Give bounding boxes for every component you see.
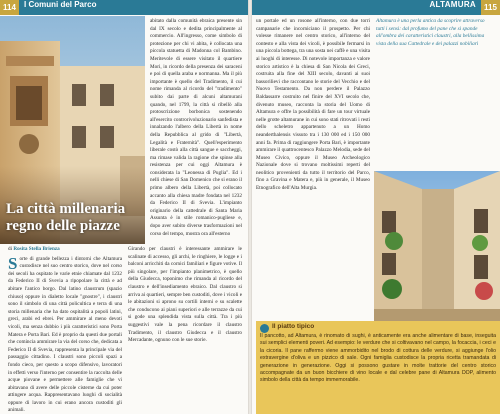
article-column-c: Girando per claustri è interessante ammirare le scalinate di accesso, gli archi, le ringhiere, le logge e i balconi arricchiti da cornici familiari e figure votive. Il più singolare, per l'impianto planimetrico, è quello della Giudecca, toponimo che rimanda al ricordo del claustro e dell'insediamento ebraico. Dal claustro si arriva ai quartieri, sempre ben custoditi, dove i vicoli e le abitazioni si aprono su cortili interni e su scalette che conducono ai piani superiori e alle terrazze da cui si gode una splendida vista sulla città. Tra i più suggestivi vale la pena ricordare il claustro Tradimento, il claustro Giudecca e il claustro Mercadante, ognuno con le sue storie. [128,246,242,344]
headline-line-1: La città millenaria [6,201,126,217]
piatto-tipico-box [256,321,500,414]
article-column-d: un portale ed un rosone all'interno, con due torri campanarie che incorniciano il prospetto. Per chi volesse rimanere nel centro storico, all'interno del contesto e alla vista dei vicoli, è possibile fermarsi in una piccola bottega, tra una sosta nei caffè e una visita ai luoghi di interesse. Di notevole importanza e valore storico artistico è la chiesa di San Nicola dei Greci, costruita alla fine del XIII secolo, davanti ai suoi bassorilievi che raccontano le storie del Vecchio e del Nuovo Testamento. Da non perdere il Palazzo Baldassarre costruito nel finire del XVI secolo che, divenuto museo, racconta la storia del Uomo di Altamura e offre la possibilità di fare un tour virtuale nelle grotte altamurane in cui sono stati ritrovati i resti dello scheletro appartenuto a un Homo neanderthalensis vissuto tra i 130 000 ed i 150 000 anni fa. Prima di raggiungere Porta Bari, è importante ammirare il quattrocentesco Palazzo Melodia, sede del Museo Civico, oppure il Museo Archeologico Nazionale dove si trovano moltissimi reperti del neolitico provenienti da tutto il territorio del Parco, fino a Gravina e Matera e, più in generale, il Museo Etnografico dell'Alta Murgia. [256,18,370,192]
right-page-number: 115 [481,0,500,15]
author-name: Rosita Stella Brienza [13,246,60,252]
street-balconies-photo [374,171,500,321]
right-section-title: ALTAMURA [429,0,476,9]
drop-cap: S [8,253,18,273]
right-page-header [252,0,500,15]
box-title: Il piatto tipico [272,323,315,330]
article-column-b [8,246,122,414]
food-icon [260,324,269,333]
article-column-b-text: orte di grande bellezza i dintorni che Altamura custodisce nel suo centro storico, dove nel corso dei secoli ha ospitato le varie etnie chiamate dal 1232 da Federico II di Svevia a ripopolare la città e ad abitare l'antico borgo. Dal latino claustrum (spazio chiuso) oppure in dialetto locale "gnostre", i claustri sono il simbolo di una città policultica e terra di una storia millenaria che ha dato ospitalità a popoli latini, greci, arabi ed ebrei. Per ammirare al meno devoti vicoli, ma senza dubbio i più caratteristici sono Porta Matera e Porta Bari. Ed è proprio da questi due portali che comincia ammirare la via del corso che, dedicata a Federico II di Svevia, rappresenta la principale via del passaggio cittadino. I claustri sono piccoli spazi a fondo cieco, per questo a scopo difensivo, lavoratori in effetti verso l'interno per consentire la raccolta delle acque piovane e permettere alle famiglie che vi abitavano di avere delle piccole cisterne da cui poter attingere acqua. Rappresentavano luoghi di socialità oppure di lavoro in cui erano ancora custoditi gli animali. [8,255,122,414]
left-page-number: 114 [0,0,19,15]
article-headline [6,201,166,235]
left-page-header [0,0,248,15]
page-gutter [248,0,252,414]
sidenote-quote: Altamura è una perla antica da scoprire attraverso tutti i sensi: dal profumo del pane che si spande all'ombra dei caratteristici claustri, alla bellissima vista della sua Cattedrale e dei palazzi nobiliari [376,18,485,47]
byline-label: di [8,246,13,252]
article-column-a: abitato dalla comunità ebraica presente sin dal IX secolo e dedita principalmente al commercio. All'ingresso, come simbolo di protezione per chi vi abita, è collocata una piccola statuetta di Madonna col Bambino. Meritevole di essere visitato il quartiere Mori, in ricordo della presenza dei saraceni e poi di quella araba e normanna. Ma il più importante è quello del Tradimento, il cui nome rimanda al ricordo del "tradimento" subito dai parte di alcuni altamurani quando, nel 1799, la città si ribellò alla protoscrizione borbonica sostenendo all'esercito controrivoluzionario sanfedista e innalzando l'albero della Libertà in nome della Repubblica al grido di "Libertà, Legalità e Fraternità". Quell'esperimento liberale costò alla città sangue e saccheggi, ma rimase valida la ragione che spinse alla resistenza per cui oggi Altamura è considerata la "Leonessa di Puglia". Ed i nelli chiese di San Domenico che si erano il primo albero della Libertà, poi collocato accanto alla chiesa madre fondata nel 1232 da Federico II di Svevia. L'impianto originario della cattedrale di Santa Maria Assunta è in stile romanico-pugliese e, dopo aver subito diverse trasformazioni nel corso del tempo, mostra ora all'esterno [150,18,242,237]
byline [8,246,122,254]
headline-line-2: regno delle piazze [6,218,120,234]
box-text: Il pancotto, ad Altamura, è rinomato di sughi, è anticamente era anche alimentare di base, inseguita sui semplici elementi poveri. Ad esempio: le verdure che si coltivavano nel campo, la focaccia, i ceci e la cicoria. Il pane raffermo viene ammorbidito nel brodo di cottura delle verdure, si aggiunge l'olio extravergine d'oliva e un pizzico di sale. Ogni famiglia custodisce la propria ricetta tramandata di generazione in generazione. Oggi si possono gustare in molte trattorie del centro storico accompagnate da un buon bicchiere di vino locale e dal celebre pane di Altamura DOP, alimento simbolo della città da tempo immemorabile. [260,333,496,384]
left-section-title: I Comuni del Parco [24,0,97,9]
